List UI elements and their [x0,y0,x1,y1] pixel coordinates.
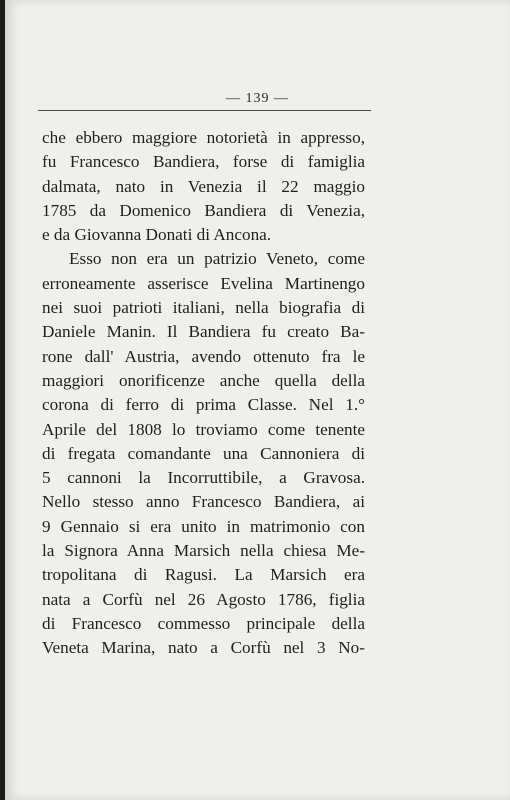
text-line: 5 cannoni la Incorruttibile, a Gravosa. [42,468,365,488]
text-line: rone dall' Austria, avendo ottenuto fra le [42,346,365,366]
text-line: che ebbero maggiore notorietà in appresso, [42,128,365,147]
book-page [5,0,510,800]
text-line: Daniele Manin. Il Bandiera fu creato Ba- [42,322,365,342]
text-line: la Signora Anna Marsich nella chiesa Me- [42,541,365,561]
text-line: erroneamente asserisce Evelina Martinengo [42,273,365,293]
text-line: di Francesco commesso principale della [42,613,365,633]
text-line: nata a Corfù nel 26 Agosto 1786, figlia [42,589,365,609]
page-number: — 139 — [226,91,289,106]
text-line: tropolitana di Ragusi. La Marsich era [42,565,365,585]
text-line: maggiori onorificenze anche quella della [42,370,365,390]
text-line: dalmata, nato in Venezia il 22 maggio [42,176,365,196]
text-line: di fregata comandante una Cannoniera di [42,443,365,463]
text-line: fu Francesco Bandiera, forse di famiglia [42,152,365,172]
text-line: 9 Gennaio si era unito in matrimonio con [42,516,365,536]
text-line: Esso non era un patrizio Veneto, come [69,249,365,269]
text-line: Aprile del 1808 lo troviamo come tenente [42,419,365,439]
text-line: nei suoi patrioti italiani, nella biografia di [42,298,365,318]
header-rule [38,110,371,111]
text-line: e da Giovanna Donati di Ancona. [42,225,272,245]
text-line: Veneta Marina, nato a Corfù nel 3 No- [42,638,365,658]
text-line: Nello stesso anno Francesco Bandiera, ai [42,492,365,512]
text-line: corona di ferro di prima Classe. Nel 1.° [42,395,365,415]
body-text [42,126,365,661]
text-line: 1785 da Domenico Bandiera di Venezia, [42,200,365,220]
